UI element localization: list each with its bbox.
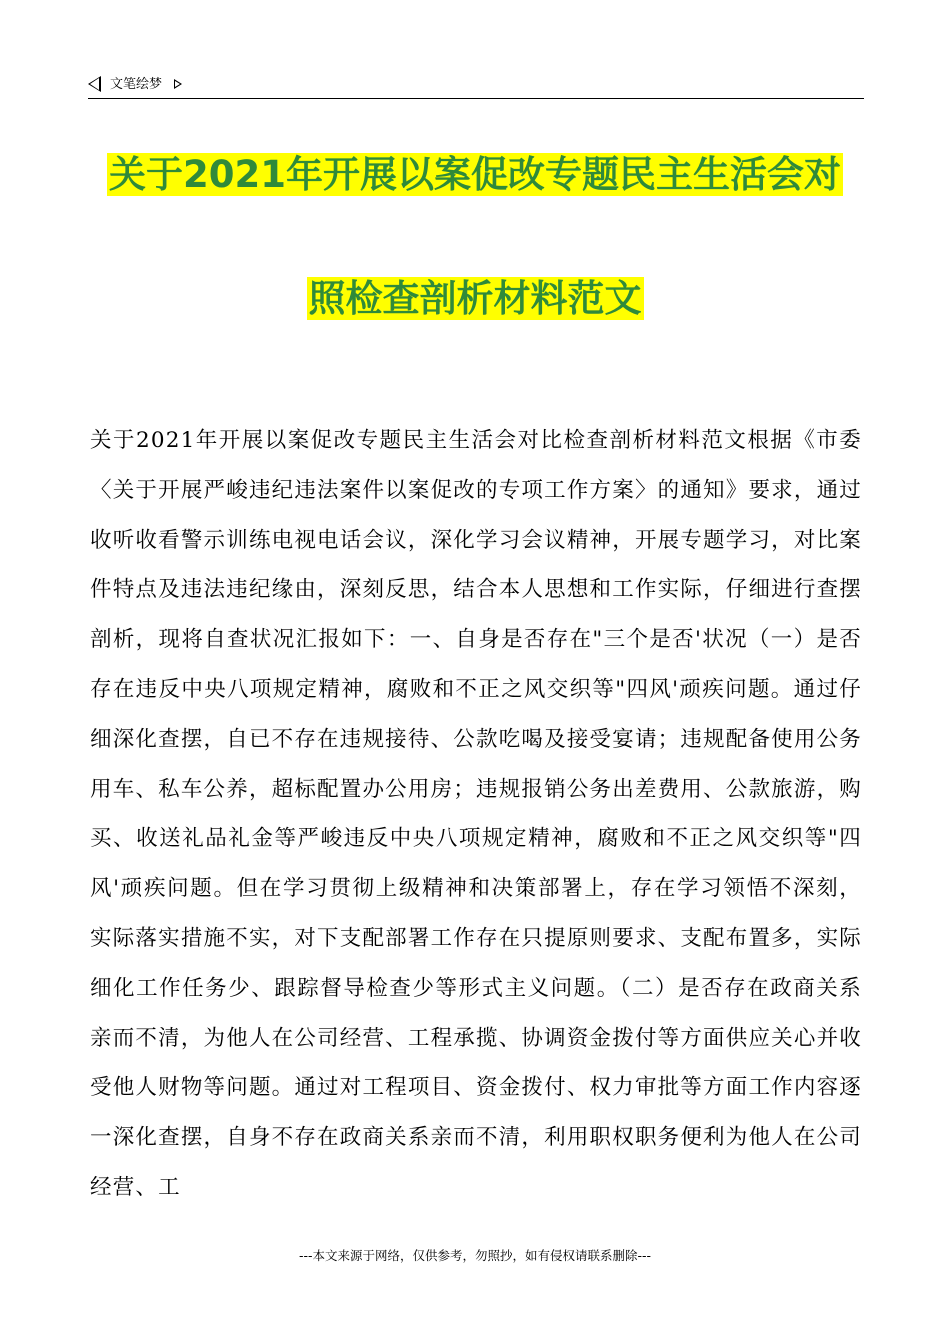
- document-body: 关于2021年开展以案促改专题民主生活会对比检查剖析材料范文根据《市委〈关于开展严峻违纪违法案件以案促改的专项工作方案〉的通知》要求，通过收听收看警示训练电视电话会议，深化学习会议精神，开展专题学习，对比案件特点及违法违纪缘由，深刻反思，结合本人思想和工作实际，仔细进行查摆剖析，现将自查状况汇报如下：一、自身是否存在"三个是否'状况（一）是否存在违反中央八项规定精神，腐败和不正之风交织等"四风'顽疾问题。通过仔细深化查摆，自已不存在违规接待、公款吃喝及接受宴请；违规配备使用公务用车、私车公养，超标配置办公用房；违规报销公务出差费用、公款旅游，购买、收送礼品礼金等严峻违反中央八项规定精神，腐败和不正之风交织等"四风'顽疾问题。但在学习贯彻上级精神和决策部署上，存在学习领悟不深刻，实际落实措施不实，对下支配部署工作存在只提原则要求、支配布置多，实际细化工作任务少、跟踪督导检查少等形式主义问题。（二）是否存在政商关系亲而不清，为他人在公司经营、工程承揽、协调资金拨付等方面供应关心并收受他人财物等问题。通过对工程项目、资金拨付、权力审批等方面工作内容逐一深化查摆，自身不存在政商关系亲而不清，利用职权职务便利为他人在公司经营、工: [90, 428, 862, 1200]
- header-title: 文笔绘梦: [110, 77, 163, 92]
- document-title-text-1: 关于2021年开展以案促改专题民主生活会对: [109, 153, 841, 196]
- document-title-text-2: 照检查剖析材料范文: [308, 277, 642, 320]
- footer-notice: ---本文来源于网络，仅供参考，勿照抄，如有侵权请联系删除---: [298, 1248, 652, 1263]
- triangle-right-icon: [174, 79, 182, 89]
- document-title-line-2: [0, 274, 950, 324]
- triangle-left-icon: [88, 76, 101, 92]
- page-header: [88, 74, 864, 99]
- document-title-line-1: [0, 150, 950, 200]
